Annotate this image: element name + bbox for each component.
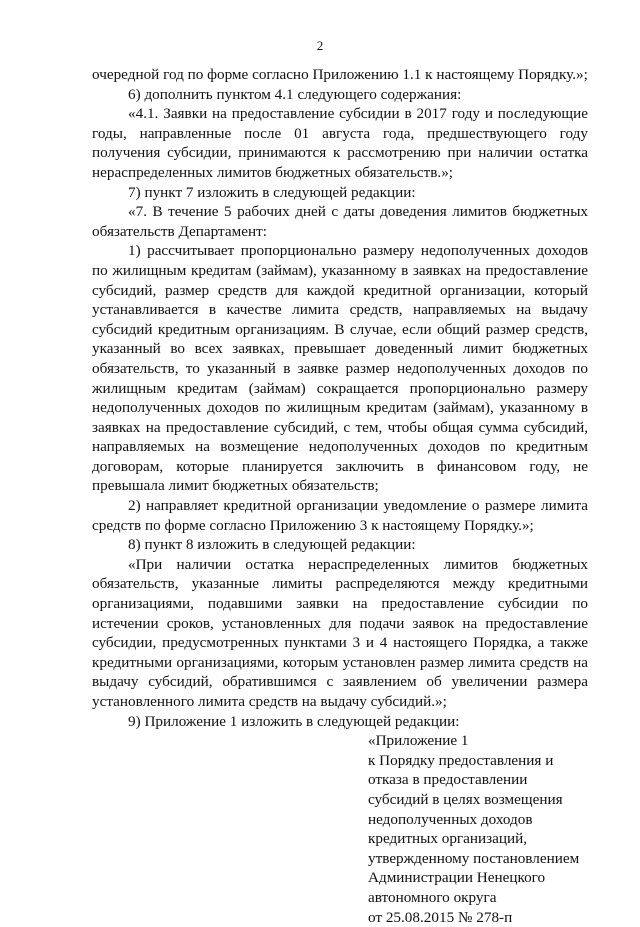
paragraph-continuation: очередной год по форме согласно Приложению 1.1 к настоящему Порядку.»; <box>92 66 588 83</box>
appendix-line: к Порядку предоставления и <box>368 751 554 769</box>
appendix-line: автономного округа <box>368 888 497 906</box>
paragraph-item-6: 6) дополнить пунктом 4.1 следующего содержания: <box>128 85 462 103</box>
appendix-line: Администрации Ненецкого <box>368 869 546 887</box>
paragraph-item-8: 8) пункт 8 изложить в следующей редакции: <box>128 536 416 554</box>
appendix-line: недополученных доходов <box>368 810 533 828</box>
appendix-line: утвержденному постановлением <box>368 849 580 867</box>
document-body <box>92 65 588 927</box>
appendix-header <box>368 731 588 927</box>
page-number: 2 <box>316 38 324 53</box>
paragraph-item-9: 9) Приложение 1 изложить в следующей редакции: <box>128 712 460 730</box>
paragraph-subitem-1: 1) рассчитывает пропорционально размеру недополученных доходов по жилищным кредитам (займам), указанному в заявках на предоставление субсидий, размер средств для каждой кредитной организации, который устанавливается в качестве лимита средств, направляемых на выдачу субсидий кредитным организациям. В случае, если общий размер средств, указанный во всех заявках, превышает доведенный лимит бюджетных обязательств, то указанный в заявке размер недополученных доходов по жилищным кредитам (займам) сокращается пропорционально размеру недополученных доходов по жилищным кредитам (займам), указанному в заявках на предоставление субсидий, с тем, чтобы общая сумма субсидий, направляемых на возмещение недополученных доходов по кредитным договорам, которые планируется заключить в финансовом году, не превышала лимит бюджетных обязательств; <box>92 242 588 495</box>
appendix-line: кредитных организаций, <box>368 830 528 848</box>
paragraph-clause-8: «При наличии остатка нераспределенных лимитов бюджетных обязательств, указанные лимиты распределяются между кредитными организациями, подавшими заявки на предоставление субсидии по истечении сроков, установленных для подачи заявок на предоставление субсидии, предусмотренных пунктами 3 и 4 настоящего Порядка, а также кредитными организациями, которым установлен размер лимита средств на выдачу субсидий, обратившимся с заявлением об увеличении размера установленного лимита средств на выдачу субсидий.»; <box>92 555 588 710</box>
appendix-line: «Приложение 1 <box>368 732 469 750</box>
paragraph-subitem-2: 2) направляет кредитной организации уведомление о размере лимита средств по форме согласно Приложению 3 к настоящему Порядку.»; <box>92 497 588 534</box>
appendix-line: от 25.08.2015 № 278-п <box>368 908 513 926</box>
appendix-line: отказа в предоставлении <box>368 771 528 789</box>
paragraph-item-7: 7) пункт 7 изложить в следующей редакции: <box>128 183 416 201</box>
paragraph-clause-7: «7. В течение 5 рабочих дней с даты доведения лимитов бюджетных обязательств Департамент: <box>92 203 588 240</box>
paragraph-clause-4-1: «4.1. Заявки на предоставление субсидии в 2017 году и последующие годы, направленные после 01 августа года, предшествующего году получения субсидии, принимаются к рассмотрению при наличии остатка нераспределенных лимитов бюджетных обязательств.»; <box>92 105 588 181</box>
appendix-line: субсидий в целях возмещения <box>368 790 563 808</box>
